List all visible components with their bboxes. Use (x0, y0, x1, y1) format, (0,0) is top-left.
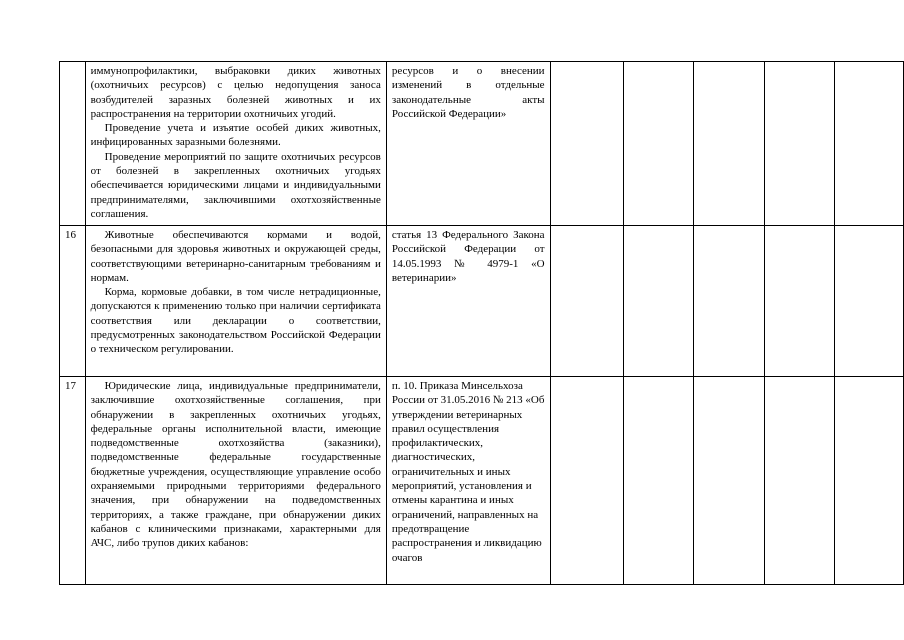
requirement-paragraph: Проведение мероприятий по защите охотничьих ресурсов от болезней в закрепленных охотничьих угодьях обеспечивается юридическими лицами и индивидуальными предпринимателями, заключившими охотхозяйственные соглашения. (90, 150, 381, 220)
table-row (60, 62, 904, 226)
empty-cell (624, 62, 694, 226)
row-number-cell: 16 (60, 226, 86, 377)
requirement-paragraph: Животные обеспечиваются кормами и водой, безопасными для здоровья животных и окружающей среды, соответствующими ветеринарно-санитарным требованиям и нормам. (90, 229, 381, 284)
empty-cell (550, 377, 624, 585)
empty-cell (764, 377, 834, 585)
empty-cell (834, 377, 903, 585)
requirement-cell (85, 226, 386, 377)
empty-cell (694, 377, 765, 585)
legal-source-text: ресурсов и о внесении изменений в отдельные законодательные акты Российской Федерации» (391, 65, 545, 120)
empty-cell (764, 62, 834, 226)
legal-source-cell (386, 62, 550, 226)
empty-cell (624, 226, 694, 377)
empty-cell (694, 226, 765, 377)
requirement-paragraph: иммунопрофилактики, выбраковки диких животных (охотничьих ресурсов) с целью недопущения заноса возбудителей заразных болезней животных и их распространения на территории охотничьих угодий. (90, 65, 381, 120)
requirement-paragraph: Проведение учета и изъятие особей диких животных, инфицированных заразными болезнями. (90, 122, 381, 149)
empty-cell (624, 377, 694, 585)
row-number-cell (60, 62, 86, 226)
requirement-cell (85, 377, 386, 585)
legal-source-text: статья 13 Федерального Закона Российской Федерации от 14.05.1993 № 4979-1 «О ветеринарии» (391, 229, 545, 284)
requirement-paragraph: Юридические лица, индивидуальные предприниматели, заключившие охотхозяйственные соглашения, при обнаружении в закрепленных охотничьих угодьях, федеральные органы исполнительной власти, имеющие подведомственные охотхозяйства (заказники), подведомственные федеральные государственные бюджетные учреждения, осуществляющие управление особо охраняемыми природными территориями федерального значения, при обнаружении на подведомственных территориях, а также граждане, при обнаружении диких кабанов с клиническими признаками, характерными для АЧС, либо трупов диких кабанов: (90, 380, 381, 550)
table-row (60, 377, 904, 585)
empty-cell (694, 62, 765, 226)
empty-cell (834, 226, 903, 377)
requirements-table (59, 61, 904, 585)
table-row (60, 226, 904, 377)
row-number-cell: 17 (60, 377, 86, 585)
empty-cell (550, 62, 624, 226)
legal-source-cell (386, 226, 550, 377)
empty-cell (834, 62, 903, 226)
empty-cell (550, 226, 624, 377)
requirement-paragraph: Корма, кормовые добавки, в том числе нетрадиционные, допускаются к применению только при наличии сертификата соответствия или декларации о соответствии, предусмотренных законодательством Российской Федерации о техническом регулировании. (90, 286, 381, 356)
legal-source-cell (386, 377, 550, 585)
empty-cell (764, 226, 834, 377)
requirement-cell (85, 62, 386, 226)
legal-source-text: п. 10. Приказа Минсельхоза России от 31.05.2016 № 213 «Об утверждении ветеринарных правил осуществления профилактических, диагностических, ограничительных и иных мероприятий, установления и отмены карантина и иных ограничений, направленных на предотвращение распространения и ликвидацию очагов (391, 380, 545, 564)
